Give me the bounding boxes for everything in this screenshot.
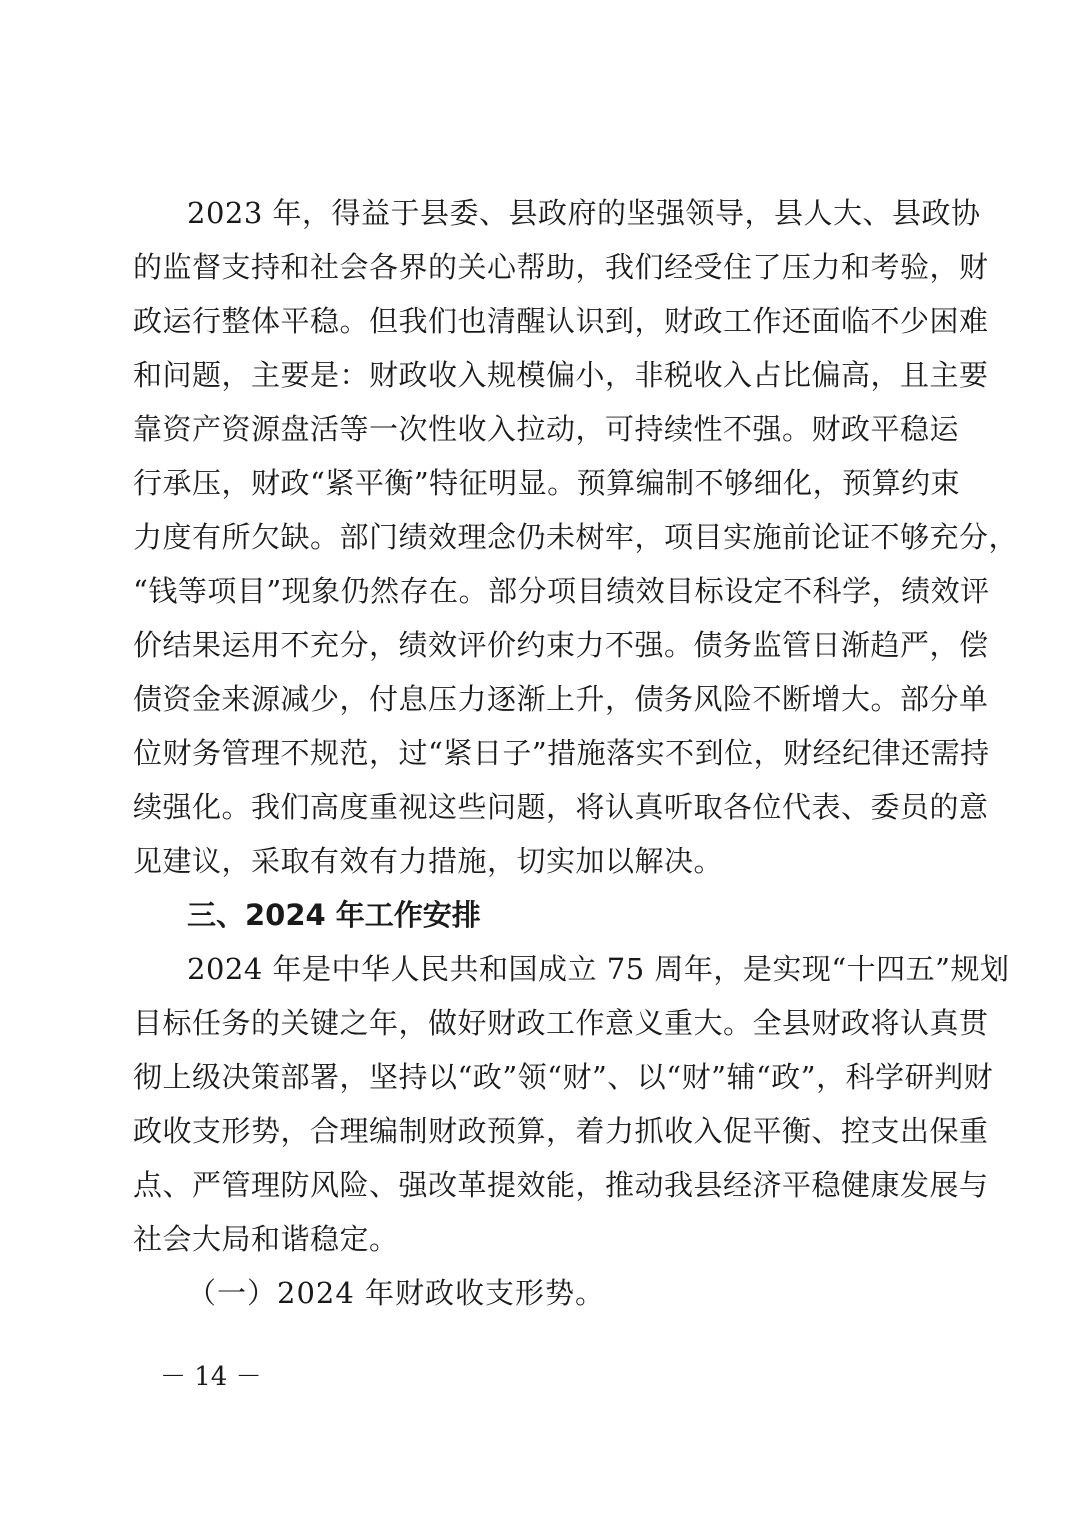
- paragraph-2-line: 目标任务的关键之年，做好财政工作意义重大。全县财政将认真贯: [133, 1006, 989, 1040]
- paragraph-1-line: “钱等项目”现象仍然存在。部分项目绩效目标设定不科学，绩效评: [133, 574, 990, 608]
- paragraph-1-line: 政运行整体平稳。但我们也清醒认识到，财政工作还面临不少困难: [133, 304, 989, 338]
- paragraph-1-line: 力度有所欠缺。部门绩效理念仍未树牢，项目实施前论证不够充分，: [133, 520, 1019, 554]
- paragraph-1-line: 行承压，财政“紧平衡”特征明显。预算编制不够细化，预算约束: [133, 466, 961, 500]
- subsection-heading: （一）2024 年财政收支形势。: [187, 1276, 606, 1310]
- paragraph-2-line: 社会大局和谐稳定。: [133, 1222, 399, 1256]
- paragraph-1-line: 见建议，采取有效有力措施，切实加以解决。: [133, 844, 724, 878]
- section-heading: 三、2024 年工作安排: [187, 898, 481, 932]
- paragraph-1-line: 位财务管理不规范，过“紧日子”措施落实不到位，财经纪律还需持: [133, 736, 990, 770]
- paragraph-1-line: 债资金来源减少，付息压力逐渐上升，债务风险不断增大。部分单: [133, 682, 989, 716]
- paragraph-2-line: 彻上级决策部署，坚持以“政”领“财”、以“财”辅“政”，科学研判财: [133, 1060, 994, 1094]
- paragraph-2-line: 政收支形势，合理编制财政预算，着力抓收入促平衡、控支出保重: [133, 1114, 989, 1148]
- page-number: － 14 －: [160, 1362, 262, 1392]
- paragraph-1-line: 靠资产资源盘活等一次性收入拉动，可持续性不强。财政平稳运: [133, 412, 960, 446]
- paragraph-1-line: 和问题，主要是：财政收入规模偏小，非税收入占比偏高，且主要: [133, 358, 989, 392]
- paragraph-1-line: 续强化。我们高度重视这些问题，将认真听取各位代表、委员的意: [133, 790, 989, 824]
- paragraph-2-line: 2024 年是中华人民共和国成立 75 周年，是实现“十四五”规划: [187, 952, 1010, 986]
- paragraph-1-line: 的监督支持和社会各界的关心帮助，我们经受住了压力和考验，财: [133, 250, 989, 284]
- paragraph-1-line: 价结果运用不充分，绩效评价约束力不强。债务监管日渐趋严，偿: [133, 628, 989, 662]
- paragraph-1-line: 2023 年，得益于县委、县政府的坚强领导，县人大、县政协: [187, 196, 981, 230]
- paragraph-2-line: 点、严管理防风险、强改革提效能，推动我县经济平稳健康发展与: [133, 1168, 989, 1202]
